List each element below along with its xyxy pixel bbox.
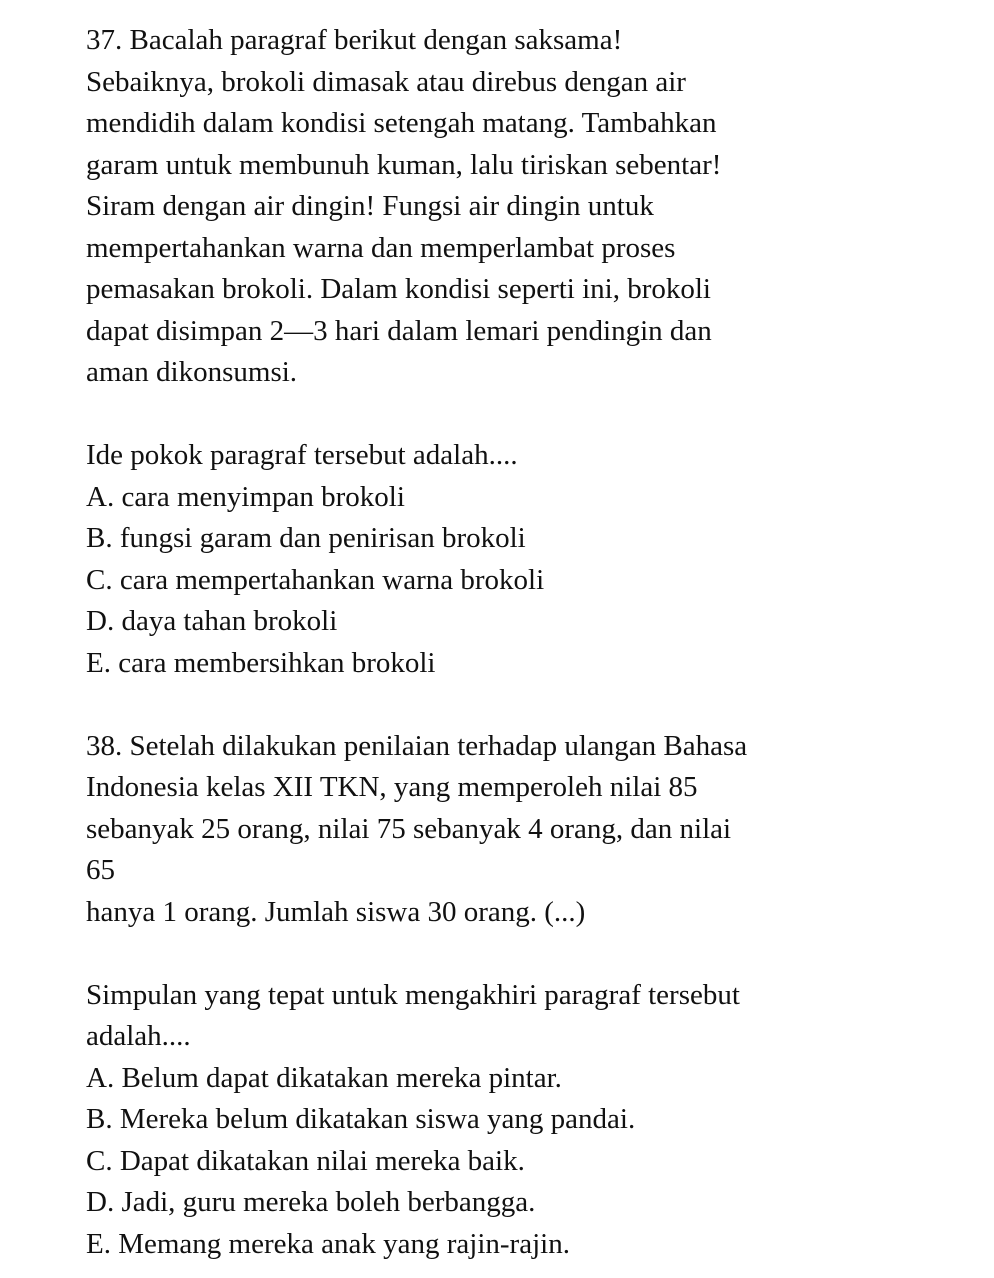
spacer	[86, 933, 966, 975]
passage-line: Sebaiknya, brokoli dimasak atau direbus dengan air	[86, 65, 686, 98]
spacer	[86, 684, 966, 726]
document-page	[86, 20, 966, 1265]
answer-option-a[interactable]: A. cara menyimpan brokoli	[86, 480, 405, 513]
passage-line: aman dikonsumsi.	[86, 356, 298, 388]
question-37	[86, 20, 966, 684]
passage-line: garam untuk membunuh kuman, lalu tiriskan sebentar!	[86, 148, 722, 181]
passage-line: sebanyak 25 orang, nilai 75 sebanyak 4 orang, dan nilai	[86, 812, 732, 845]
question-38-prompt: Simpulan yang tepat untuk mengakhiri paragraf tersebut	[86, 978, 740, 1011]
passage-line: 38. Setelah dilakukan penilaian terhadap ulangan Bahasa	[86, 729, 748, 762]
passage-line: dapat disimpan 2—3 hari dalam lemari pendingin dan	[86, 314, 712, 347]
answer-option-d[interactable]: D. daya tahan brokoli	[86, 605, 338, 637]
answer-option-d[interactable]: D. Jadi, guru mereka boleh berbangga.	[86, 1186, 536, 1218]
answer-option-c[interactable]: C. cara mempertahankan warna brokoli	[86, 563, 545, 596]
answer-option-c[interactable]: C. Dapat dikatakan nilai mereka baik.	[86, 1144, 525, 1177]
passage-line: hanya 1 orang. Jumlah siswa 30 orang. (...)	[86, 895, 586, 928]
passage-line: mendidih dalam kondisi setengah matang. Tambahkan	[86, 107, 717, 139]
question-37-passage	[86, 20, 966, 394]
spacer	[86, 394, 966, 436]
passage-line: Indonesia kelas XII TKN, yang memperoleh nilai 85	[86, 771, 698, 803]
question-38-options	[86, 1058, 966, 1266]
passage-line: Siram dengan air dingin! Fungsi air dingin untuk	[86, 190, 654, 222]
passage-line: 65	[86, 854, 115, 886]
passage-line: mempertahankan warna dan memperlambat proses	[86, 231, 676, 264]
passage-line: pemasakan brokoli. Dalam kondisi seperti ini, brokoli	[86, 273, 711, 305]
question-38-prompt: adalah....	[86, 1020, 191, 1052]
question-37-prompt: Ide pokok paragraf tersebut adalah....	[86, 439, 518, 471]
passage-line: 37. Bacalah paragraf berikut dengan saksama!	[86, 24, 623, 56]
question-38	[86, 726, 966, 1266]
answer-option-e[interactable]: E. cara membersihkan brokoli	[86, 646, 436, 679]
question-37-options	[86, 477, 966, 685]
answer-option-b[interactable]: B. Mereka belum dikatakan siswa yang pandai.	[86, 1103, 636, 1135]
question-38-passage	[86, 726, 966, 934]
answer-option-a[interactable]: A. Belum dapat dikatakan mereka pintar.	[86, 1061, 562, 1094]
answer-option-b[interactable]: B. fungsi garam dan penirisan brokoli	[86, 522, 526, 554]
answer-option-e[interactable]: E. Memang mereka anak yang rajin-rajin.	[86, 1227, 570, 1260]
